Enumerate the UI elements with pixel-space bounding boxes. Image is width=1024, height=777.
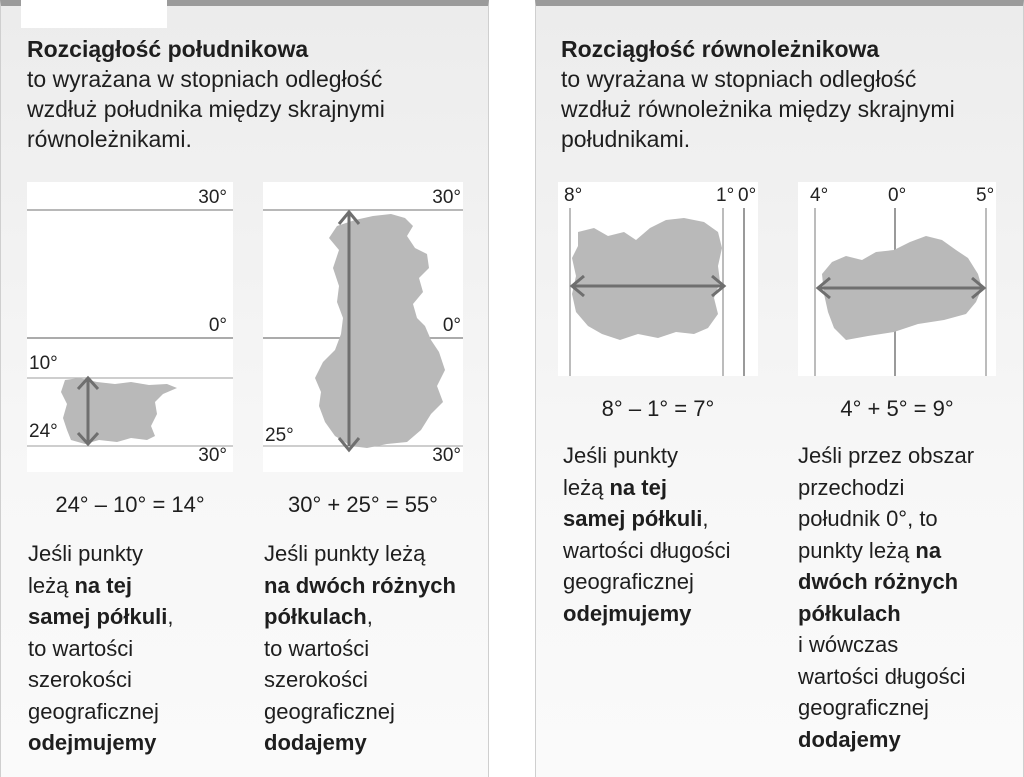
label-10: 10° [29,353,58,374]
rule-two-hemispheres-latitude: Jeśli punkty leżą na dwóch różnych półkulach, to wartości szerokości geograficznej dodajemy [264,541,456,755]
label-30-top: 30° [432,187,461,208]
label-25: 25° [265,425,294,446]
formula-subtract: 8° – 1° = 7° [601,396,715,421]
label-0: 0° [208,315,227,336]
formula-subtract: 24° – 10° = 14° [55,492,205,517]
meridional-title: Rozciągłość południkowa [27,36,309,62]
land-shape [572,218,722,340]
meridional-same-hemisphere-diagram [27,182,233,472]
rule-two-hemispheres-longitude: Jeśli przez obszar przechodzi południk 0°, to punkty leżą na dwóch różnych półkulach i wówczas wartości długości geograficznej dodajemy [798,443,975,752]
label-0: 0° [442,315,461,336]
label-0: 0° [738,185,757,206]
label-30-bottom: 30° [198,445,227,466]
land-shape [315,214,445,448]
parallel-title: Rozciągłość równoleżnikowa [561,36,880,62]
parallel-same-hemisphere-svg [558,182,758,376]
parallel-same-hemisphere-diagram [558,182,758,376]
rule-same-hemisphere-longitude: Jeśli punkty leżą na tej samej półkuli, wartości długości geograficznej odejmujemy [563,443,731,626]
label-1: 1° [716,185,735,206]
formula-add: 4° + 5° = 9° [840,396,954,421]
label-5: 5° [976,185,995,206]
label-30-top: 30° [198,187,227,208]
rule-same-hemisphere-latitude: Jeśli punkty leżą na tej samej półkuli, to wartości szerokości geograficznej odejmujemy [28,541,174,755]
meridional-intro: Rozciągłość południkowa to wyrażana w stopniach odległość wzdłuż południka między skrajnymi równoleżnikami. [27,36,385,152]
header-notch [21,0,167,28]
meridional-two-hemispheres-diagram [263,182,463,472]
formula-add: 30° + 25° = 55° [288,492,438,517]
parallel-extent-card [535,0,1024,777]
parallel-two-hemispheres-diagram [798,182,996,376]
parallel-intro: Rozciągłość równoleżnikowa to wyrażana w stopniach odległość wzdłuż równoleżnika między skrajnymi południkami. [561,36,955,152]
label-24: 24° [29,421,58,442]
parallel-two-hemispheres-svg [798,182,996,376]
meridional-extent-card [0,0,489,777]
label-0: 0° [888,185,907,206]
meridional-same-hemisphere-svg [27,182,233,472]
label-4: 4° [810,185,829,206]
label-30-bottom: 30° [432,445,461,466]
label-8: 8° [564,185,583,206]
